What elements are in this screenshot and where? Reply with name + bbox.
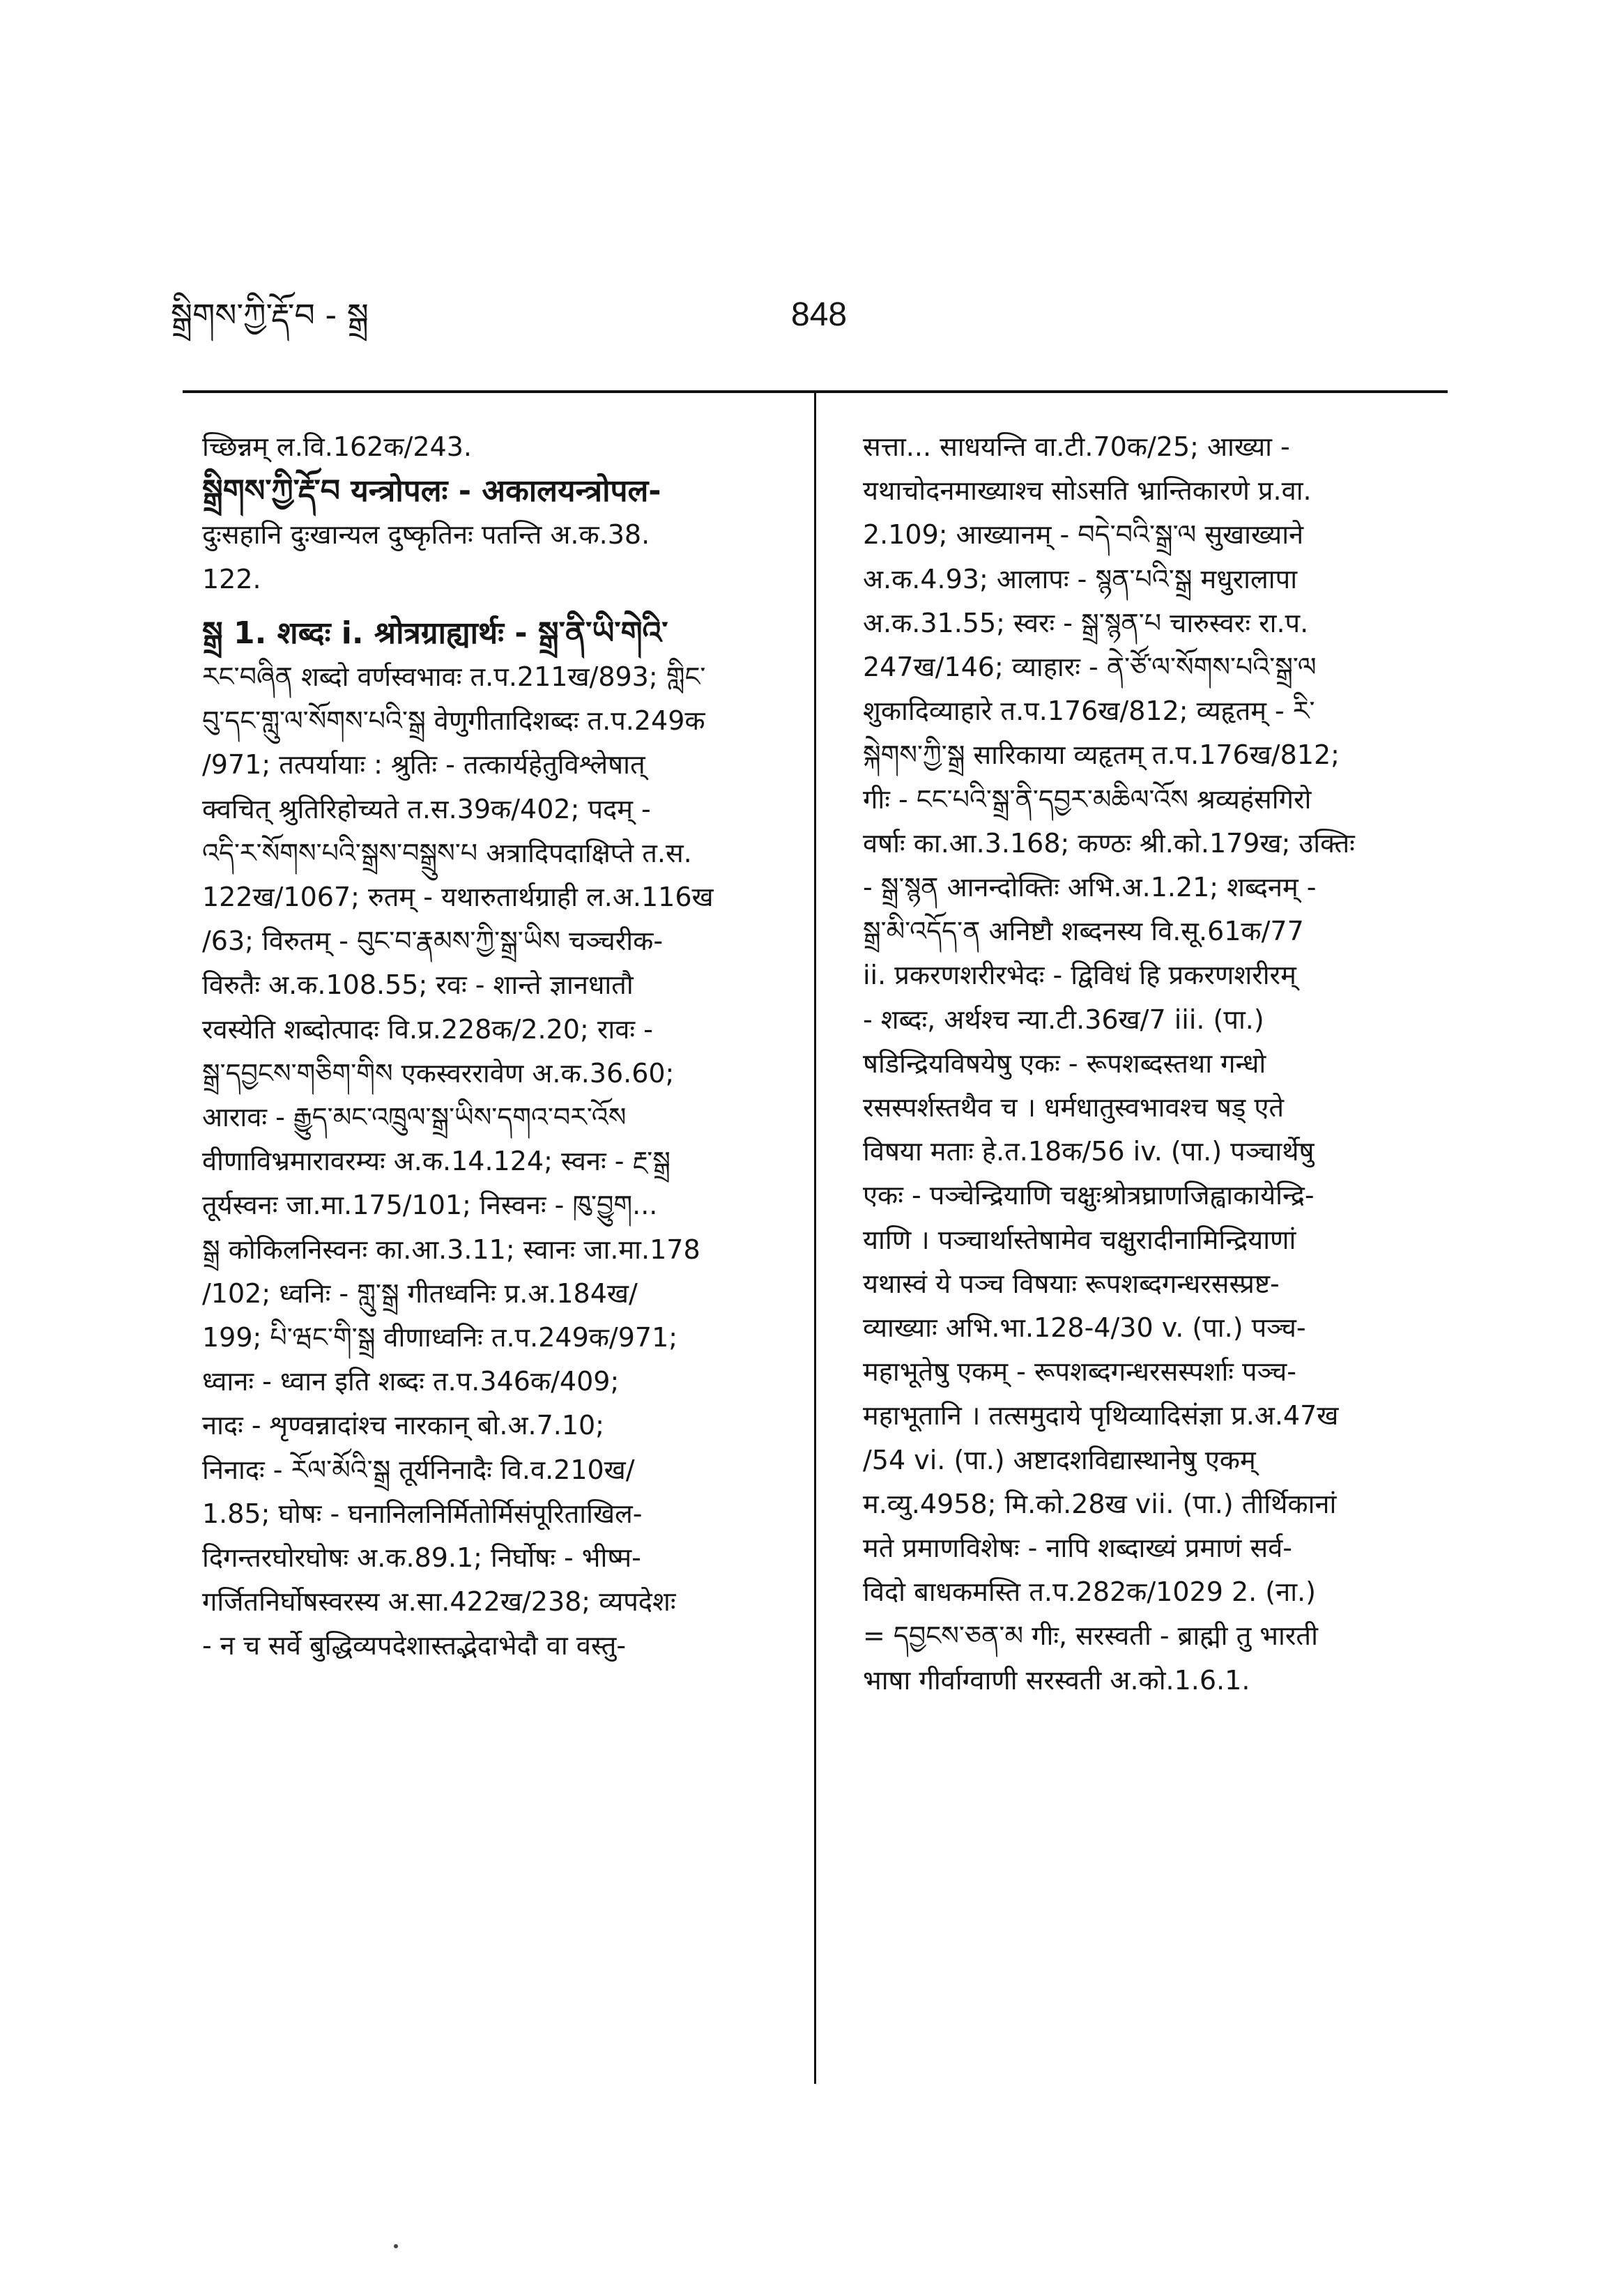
text-line: སྒྲ་དབྱངས་གཅིག་གིས एकस्वररावेण अ.क.36.60; bbox=[202, 1057, 675, 1089]
text-line: སྐེགས་ཀྱི་སྒྲ सारिकाया व्यहृतम् त.प.176ख/812; bbox=[863, 739, 1340, 771]
text-line: 2.109; आख्यानम् - བདེ་བའི་སྒྲ་ལ सुखाख्याने bbox=[863, 519, 1304, 551]
text-line: भाषा गीर्वाग्वाणी सरस्वती अ.को.1.6.1. bbox=[863, 1664, 1250, 1696]
text-line: यथास्वं ये पञ्च विषयाः रूपशब्दगन्धरसस्प्रष्ट- bbox=[863, 1268, 1280, 1299]
text-line: - न च सर्वे बुद्धिव्यपदेशास्तद्भेदाभेदौ वा वस्तु- bbox=[202, 1630, 627, 1661]
text-line: 199; པི་ཝང་གི་སྒྲ वीणाध्वनिः त.प.249क/971; bbox=[202, 1322, 678, 1353]
text-line: गर्जितनिर्घोषस्वरस्य अ.सा.422ख/238; व्यपदेशः bbox=[202, 1586, 676, 1618]
text-line: སྒྲ་མི་འདོད་ན अनिष्टौ शब्दनस्य वि.सू.61क/77 bbox=[863, 916, 1304, 947]
text-line: 122. bbox=[202, 563, 261, 594]
text-line: सत्ता... साधयन्ति वा.टी.70क/25; आख्या - bbox=[863, 431, 1290, 462]
text-line: अ.क.4.93; आलापः - སྙན་པའི་སྒྲ मधुरालापा bbox=[863, 563, 1298, 594]
text-line: महाभूतानि । तत्समुदाये पृथिव्यादिसंज्ञा प्र.अ.47ख bbox=[863, 1400, 1339, 1432]
scan-speck bbox=[394, 2244, 398, 2248]
text-line: दिगन्तरघोरघोषः अ.क.89.1; निर्घोषः - भीष्म- bbox=[202, 1542, 641, 1574]
text-line: रसस्पर्शस्तथैव च । धर्मधातुस्वभावश्च षड् एते bbox=[863, 1092, 1285, 1123]
text-line: रवस्येति शब्दोत्पादः वि.प्र.228क/2.20; रावः - bbox=[202, 1013, 653, 1045]
text-line: निनादः - རོལ་མོའི་སྒྲ तूर्यनिनादैः वि.व.210ख/ bbox=[202, 1454, 635, 1485]
text-line: ध्वानः - ध्वान इति शब्दः त.प.346क/409; bbox=[202, 1366, 620, 1397]
text-line: विदो बाधकमस्ति त.प.282क/1029 2. (ना.) bbox=[863, 1576, 1316, 1608]
text-line: རང་བཞིན शब्दो वर्णस्वभावः त.प.211ख/893; གླིང་ bbox=[202, 661, 706, 693]
text-line: गीः - ངང་པའི་སྒྲ་ནི་དབྱར་མཆིལ་འོས श्रव्यहंसगिरो bbox=[863, 783, 1312, 815]
text-line: /54 vi. (पा.) अष्टादशविद्यास्थानेषु एकम् bbox=[863, 1444, 1256, 1475]
text-line: महाभूतेषु एकम् - रूपशब्दगन्धरसस्पर्शाः पञ्च- bbox=[863, 1356, 1296, 1388]
text-line: अ.क.31.55; स्वरः - སྒྲ་སྙན་པ चारुस्वरः रा.प. bbox=[863, 607, 1309, 638]
text-line: /63; विरुतम् - བུང་བ་རྣམས་ཀྱི་སྒྲ་ཡིས चञ्चरीक- bbox=[202, 926, 664, 957]
text-line: ii. प्रकरणशरीरभेदः - द्विविधं हि प्रकरणशरीरम् bbox=[863, 960, 1296, 991]
text-line: - སྒྲ་སྙན आनन्दोक्तिः अभि.अ.1.21; शब्दनम् - bbox=[863, 872, 1317, 903]
text-line: विरुतैः अ.क.108.55; रवः - शान्ते ज्ञानधातौ bbox=[202, 969, 634, 1001]
text-line: नादः - शृण्वन्नादांश्च नारकान् बो.अ.7.10; bbox=[202, 1410, 604, 1441]
text-line: वर्षाः का.आ.3.168; कण्ठः श्री.को.179ख; उक्तिः bbox=[863, 827, 1355, 859]
left-column bbox=[202, 425, 795, 1668]
text-line: /971; तत्पर्यायाः : श्रुतिः - तत्कार्यहेतुविश्लेषात् bbox=[202, 749, 645, 781]
text-line: विषया मताः हे.त.18क/56 iv. (पा.) पञ्चार्थेषु bbox=[863, 1136, 1315, 1167]
text-line: दुःसहानि दुःखान्यल दुष्कृतिनः पतन्ति अ.क.38. bbox=[202, 519, 650, 551]
entry-headword-line: སྒྲ 1. शब्दः i. श्रोत्रग्राह्यार्थः - སྒྲ་ནི་ཡི་གེའི་ bbox=[202, 615, 668, 651]
text-line: - शब्दः, अर्थश्च न्या.टी.36ख/7 iii. (पा.) bbox=[863, 1004, 1264, 1035]
text-line: वीणाविभ्रमारावरम्यः अ.क.14.124; स्वनः - རྔ་སྒྲ bbox=[202, 1146, 671, 1177]
text-line: क्वचित् श्रुतिरिहोच्यते त.स.39क/402; पदम् - bbox=[202, 793, 651, 824]
column-divider bbox=[814, 390, 816, 2084]
text-line: 247ख/146; व्याहारः - ནེ་ཙོ་ལ་སོགས་པའི་སྒྲ་ལ bbox=[863, 652, 1317, 683]
right-column bbox=[863, 425, 1441, 1703]
text-line: मते प्रमाणविशेषः - नापि शब्दाख्यं प्रमाणं सर्व- bbox=[863, 1533, 1293, 1564]
text-line: म.व्यु.4958; मि.को.28ख vii. (पा.) तीर्थिकानां bbox=[863, 1488, 1337, 1519]
text-line: च्छिन्नम् ल.वि.162क/243. bbox=[202, 431, 472, 462]
text-line: एकः - पञ्चेन्द्रियाणि चक्षुःश्रोत्रघ्राणजिह्वाकायेन्द्रि- bbox=[863, 1180, 1315, 1211]
text-line: आरावः - རྒྱུད་མང་འཁྲུལ་སྒྲ་ཡིས་དགའ་བར་འོས bbox=[202, 1102, 627, 1133]
text-line: यथाचोदनमाख्याश्च सोऽसति भ्रान्तिकारणे प्र.वा. bbox=[863, 475, 1312, 507]
text-line: བུ་དང་གླུ་ལ་སོགས་པའི་སྒྲ वेणुगीतादिशब्दः त.प.249क bbox=[202, 705, 705, 737]
text-line: याणि । पञ्चार्थास्तेषामेव चक्षुरादीनामिन्द्रियाणां bbox=[863, 1224, 1296, 1255]
text-line: व्याख्याः अभि.भा.128-4/30 v. (पा.) पञ्च- bbox=[863, 1312, 1306, 1344]
running-header: སྒྲིགས་ཀྱི་རྡོ་བ - སྒྲ bbox=[171, 296, 369, 334]
text-line: = དབྱངས་ཅན་མ गीः, सरस्वती - ब्राह्मी तु भारती bbox=[863, 1620, 1318, 1652]
text-line: 1.85; घोषः - घनानिलनिर्मितोर्मिसंपूरिताखिल- bbox=[202, 1498, 643, 1529]
text-line: སྒྲ कोकिलनिस्वनः का.आ.3.11; स्वानः जा.मा.178 bbox=[202, 1234, 700, 1265]
text-line: འདི་ར་སོགས་པའི་སྒྲས་བསྒྲུས་པ अत्रादिपदाक्षिप्ते त.स. bbox=[202, 837, 692, 868]
page-number: 848 bbox=[791, 296, 848, 333]
text-line: /102; ध्वनिः - གླུ་སྒྲ गीतध्वनिः प्र.अ.184ख/ bbox=[202, 1277, 638, 1309]
text-line: तूर्यस्वनः जा.मा.175/101; निस्वनः - ཁུ་བྱུག... bbox=[202, 1190, 658, 1221]
text-line: षडिन्द्रियविषयेषु एकः - रूपशब्दस्तथा गन्धो bbox=[863, 1047, 1266, 1079]
entry-headword-line: སྒྲིགས་ཀྱི་རྡོ་བ यन्त्रोपलः - अकालयन्त्रोपल- bbox=[202, 473, 661, 509]
text-line: 122ख/1067; रुतम् - यथारुतार्थग्राही ल.अ.116ख bbox=[202, 882, 714, 913]
text-line: शुकादिव्याहारे त.प.176ख/812; व्यहृतम् - རི་ bbox=[863, 696, 1315, 727]
